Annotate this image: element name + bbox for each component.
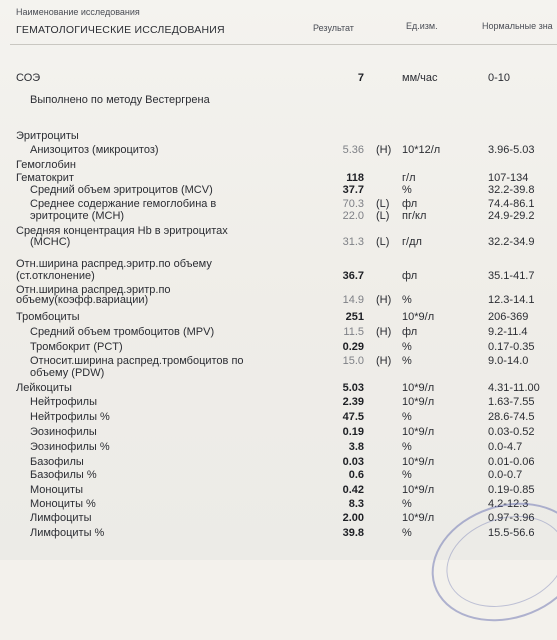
column-header-unit: Ед.изм.	[406, 21, 438, 31]
row-result: 8.3	[348, 498, 364, 510]
row-flag: (L)	[376, 210, 390, 222]
row-unit: мм/час	[402, 72, 438, 84]
row-result: 39.8	[342, 527, 364, 539]
row-name: Относит.ширина распред.тромбоцитов по	[30, 355, 244, 367]
row-unit: фл	[402, 198, 418, 210]
row-name: Отн.ширина распред.эритр.по объему	[16, 258, 212, 270]
row-norm: 32.2-34.9	[488, 236, 535, 248]
row-norm: 0-10	[488, 72, 511, 84]
row-unit: 10*9/л	[402, 382, 435, 394]
row-unit: %	[402, 498, 412, 510]
row-name: Базофилы %	[30, 469, 97, 481]
row-unit: 10*9/л	[402, 426, 435, 438]
row-name: Эозинофилы %	[30, 441, 110, 453]
column-header-norm: Нормальные зна	[482, 21, 553, 31]
row-name: Эозинофилы	[30, 426, 97, 438]
row-norm: 28.6-74.5	[488, 411, 535, 423]
row-unit: пг/кл	[402, 210, 427, 222]
row-norm: 4.31-11.00	[488, 382, 540, 394]
row-result: 0.6	[348, 469, 364, 481]
row-name: Средняя концентрация Hb в эритроцитах	[16, 225, 228, 237]
row-result: 2.39	[342, 396, 364, 408]
row-norm: 206-369	[488, 311, 529, 323]
row-norm: 4.2-12.3	[488, 498, 529, 510]
row-result: 118	[346, 172, 364, 184]
row-flag: (H)	[376, 326, 392, 338]
row-norm: 9.2-11.4	[488, 326, 528, 338]
row-unit: 10*9/л	[402, 512, 435, 524]
row-name: Гематокрит	[16, 172, 74, 184]
row-name: Среднее содержание гемоглобина в	[30, 198, 217, 210]
row-norm: 0.97-3.96	[488, 512, 535, 524]
row-norm: 3.96-5.03	[488, 144, 535, 156]
row-result: 22.0	[342, 210, 364, 222]
row-unit: %	[402, 411, 412, 423]
row-name: (ст.отклонение)	[16, 270, 95, 282]
row-name: (MCHC)	[30, 236, 71, 248]
row-norm: 107-134	[488, 172, 529, 184]
row-unit: 10*12/л	[402, 144, 441, 156]
row-result: 3.8	[348, 441, 364, 453]
row-result: 2.00	[342, 512, 364, 524]
row-result: 47.5	[342, 411, 364, 423]
row-name: Тромбоциты	[16, 311, 80, 323]
row-result: 0.29	[342, 341, 364, 353]
row-name: Моноциты %	[30, 498, 96, 510]
row-norm: 0.17-0.35	[488, 341, 535, 353]
row-flag: (L)	[376, 236, 390, 248]
row-name: Базофилы	[30, 456, 84, 468]
row-unit: г/л	[402, 172, 416, 184]
row-name: Нейтрофилы	[30, 396, 97, 408]
row-norm: 1.63-7.55	[488, 396, 535, 408]
row-result: 31.3	[342, 236, 364, 248]
row-norm: 32.2-39.8	[488, 184, 535, 196]
row-flag: (L)	[376, 198, 390, 210]
row-norm: 0.03-0.52	[488, 426, 535, 438]
row-unit: фл	[402, 326, 418, 338]
row-name: Лимфоциты	[30, 512, 92, 524]
row-result: 0.19	[342, 426, 364, 438]
row-flag: (H)	[376, 144, 392, 156]
row-name: Средний объем эритроцитов (MCV)	[30, 184, 213, 196]
row-unit: 10*9/л	[402, 484, 435, 496]
row-result: 15.0	[342, 355, 364, 367]
section-title: ГЕМАТОЛОГИЧЕСКИЕ ИССЛЕДОВАНИЯ	[16, 24, 225, 36]
column-header-result: Результат	[313, 23, 354, 33]
row-name: Отн.ширина распред.эритр.по	[16, 284, 171, 296]
row-name: Тромбокрит (PCT)	[30, 341, 123, 353]
row-unit: 10*9/л	[402, 311, 435, 323]
row-result: 7	[357, 72, 364, 84]
row-name: СОЭ	[16, 72, 41, 84]
row-unit: %	[402, 184, 412, 196]
row-name: объему(коэфф.вариации)	[16, 294, 149, 306]
row-name: Анизоцитоз (микроцитоз)	[30, 144, 159, 156]
row-result: 0.42	[342, 484, 364, 496]
row-norm: 12.3-14.1	[488, 294, 535, 306]
row-unit: %	[402, 469, 412, 481]
row-unit: 10*9/л	[402, 396, 435, 408]
row-result: 0.03	[342, 456, 364, 468]
row-norm: 0.0-4.7	[488, 441, 523, 453]
row-name: Эритроциты	[16, 130, 79, 142]
row-unit: г/дл	[402, 236, 422, 248]
row-name: Средний объем тромбоцитов (MPV)	[30, 326, 215, 338]
row-result: 5.36	[342, 144, 364, 156]
header-divider	[10, 44, 557, 45]
row-result: 14.9	[342, 294, 364, 306]
section-label: Наименование исследования	[16, 7, 140, 17]
row-norm: 74.4-86.1	[488, 198, 535, 210]
row-result: 70.3	[342, 198, 364, 210]
row-name: Гемоглобин	[16, 159, 76, 171]
row-norm: 0.01-0.06	[488, 456, 535, 468]
row-norm: 0.19-0.85	[488, 484, 535, 496]
row-result: 37.7	[342, 184, 364, 196]
row-norm: 0.0-0.7	[488, 469, 523, 481]
row-name: объему (PDW)	[30, 367, 105, 379]
row-name: Лейкоциты	[16, 382, 72, 394]
row-name: Выполнено по методу Вестергрена	[30, 94, 210, 106]
row-result: 36.7	[342, 270, 364, 282]
row-unit: 10*9/л	[402, 456, 435, 468]
row-name: эритроците (MCH)	[30, 210, 125, 222]
row-name: Лимфоциты %	[30, 527, 105, 539]
row-name: Моноциты	[30, 484, 83, 496]
row-result: 251	[345, 311, 364, 323]
row-norm: 35.1-41.7	[488, 270, 535, 282]
row-flag: (H)	[376, 355, 392, 367]
row-unit: %	[402, 294, 412, 306]
row-norm: 15.5-56.6	[488, 527, 535, 539]
row-flag: (H)	[376, 294, 392, 306]
row-result: 5.03	[342, 382, 364, 394]
row-name: Нейтрофилы %	[30, 411, 110, 423]
row-unit: фл	[402, 270, 418, 282]
row-unit: %	[402, 341, 412, 353]
row-unit: %	[402, 441, 412, 453]
row-norm: 9.0-14.0	[488, 355, 529, 367]
row-unit: %	[402, 527, 412, 539]
row-result: 11.5	[343, 326, 364, 338]
row-norm: 24.9-29.2	[488, 210, 535, 222]
row-unit: %	[402, 355, 412, 367]
